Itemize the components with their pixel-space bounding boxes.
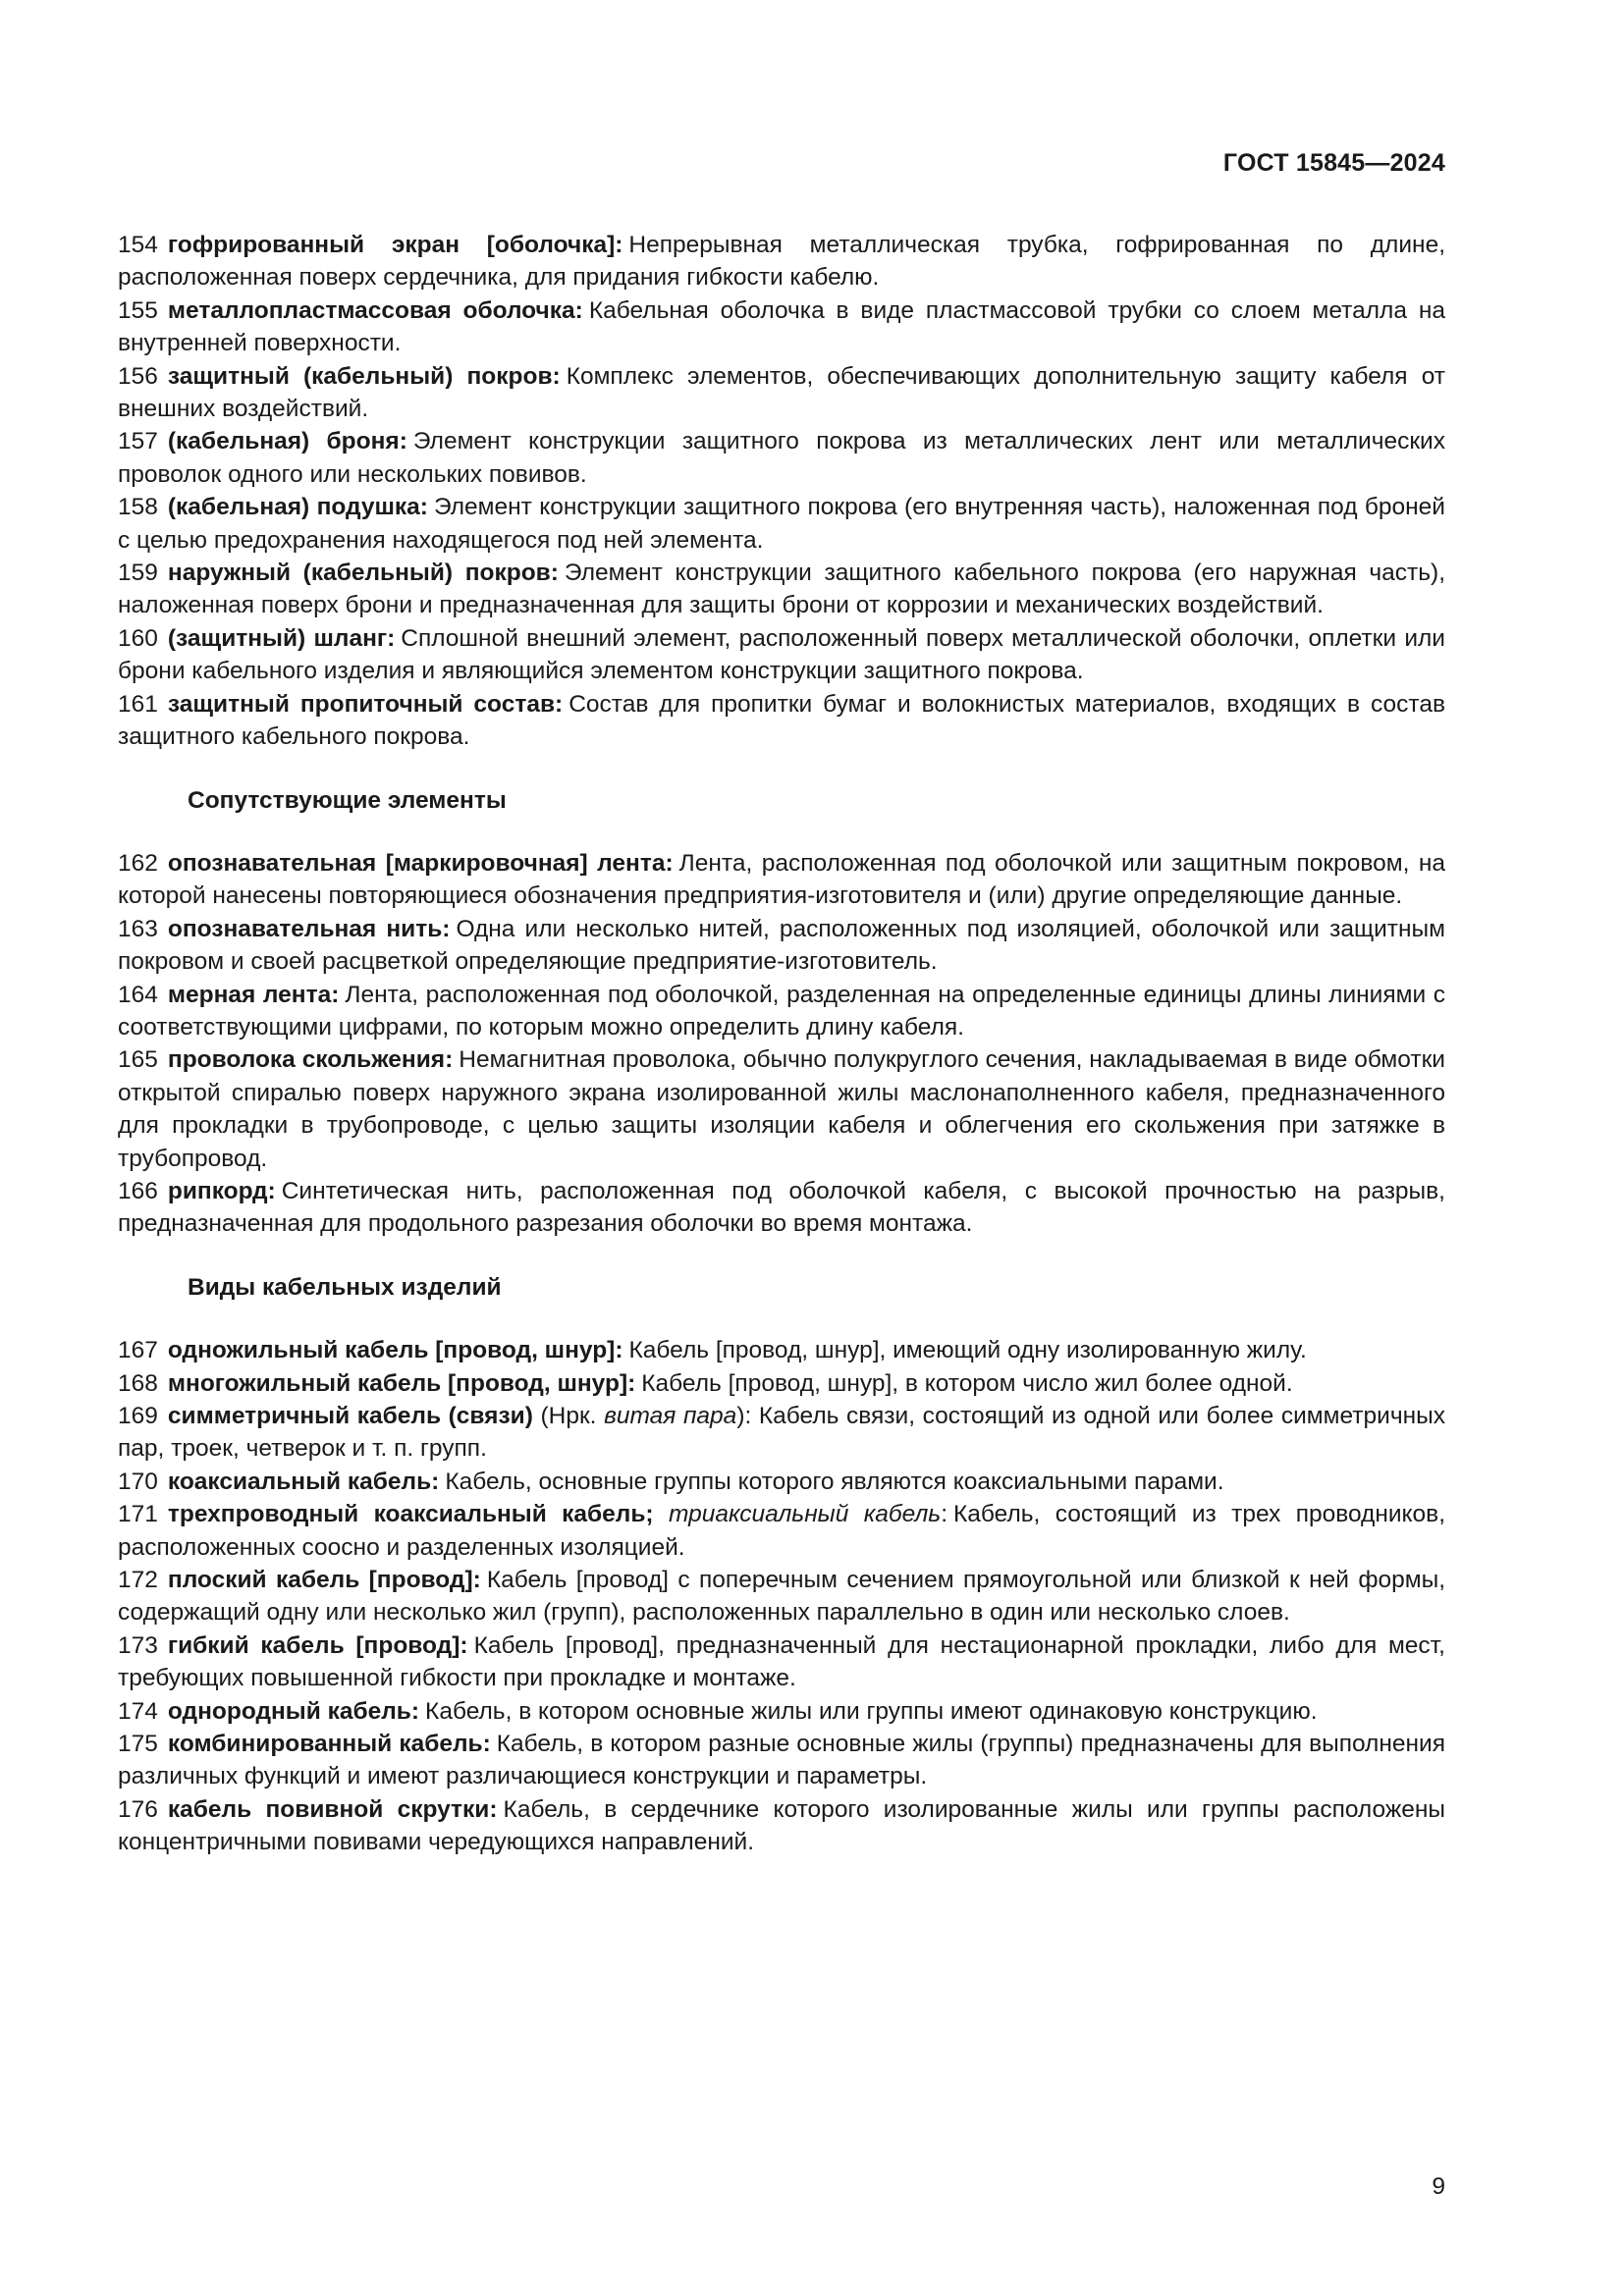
term-entry-167: 167 одножильный кабель [провод, шнур]: Кабель [провод, шнур], имеющий одну изолированную жилу. <box>118 1337 1307 1364</box>
term-entry-159: 159 наружный (кабельный) покров: Элемент конструкции защитного кабельного покрова (его наружная часть), наложенная поверх брони и предназначенная для защиты брони от коррозии и механических воздействий. <box>118 560 1445 619</box>
page-number: 9 <box>1432 2173 1445 2200</box>
term-entry-164: 164 мерная лента: Лента, расположенная под оболочкой, разделенная на определенные единицы длины линиями с соответствующими цифрами, по которым можно определить длину кабеля. <box>118 981 1445 1041</box>
term-entry-174: 174 однородный кабель: Кабель, в котором основные жилы или группы имеют одинаковую конструкцию. <box>118 1697 1318 1725</box>
term-entry-169: 169 симметричный кабель (связи) (Нрк. витая пара): Кабель связи, состоящий из одной или более симметричных пар, троек, четверок и т. п. групп. <box>118 1402 1445 1463</box>
term-entry-161: 161 защитный пропиточный состав: Состав для пропитки бумаг и волокнистых материалов, входящих в состав защитного кабельного покрова. <box>118 690 1445 751</box>
document-body <box>118 229 1445 1859</box>
term-entry-157: 157 (кабельная) броня: Элемент конструкции защитного покрова из металлических лент или металлических проволок одного или нескольких повивов. <box>118 428 1445 488</box>
section-heading-cable-types: Виды кабельных изделий <box>188 1273 502 1301</box>
term-entry-175: 175 комбинированный кабель: Кабель, в котором разные основные жилы (группы) предназначены для выполнения различных функций и имеют различающиеся конструкции и параметры. <box>118 1731 1445 1790</box>
term-entry-163: 163 опознавательная нить: Одна или несколько нитей, расположенных под изоляцией, оболочкой или защитным покровом и своей расцветкой определяющие предприятие-изготовитель. <box>118 915 1445 976</box>
term-entry-158: 158 (кабельная) подушка: Элемент конструкции защитного покрова (его внутренняя часть), наложенная под броней с целью предохранения находящегося под ней элемента. <box>118 494 1445 554</box>
section-heading-related-elements: Сопутствующие элементы <box>188 786 507 814</box>
term-entry-165: 165 проволока скольжения: Немагнитная проволока, обычно полукруглого сечения, накладываемая в виде обмотки открытой спиралью поверх наружного экрана изолированной жилы маслонаполненного кабеля, предназначенного для прокладки в трубопроводе, с целью защиты изоляции кабеля и облегчения его скольжения при затяжке в трубопровод. <box>118 1046 1445 1172</box>
term-entry-156: 156 защитный (кабельный) покров: Комплекс элементов, обеспечивающих дополнительную защиту кабеля от внешних воздействий. <box>118 362 1445 423</box>
term-entry-176: 176 кабель повивной скрутки: Кабель, в сердечнике которого изолированные жилы или группы расположены концентричными повивами чередующихся направлений. <box>118 1795 1445 1856</box>
term-entry-160: 160 (защитный) шланг: Сплошной внешний элемент, расположенный поверх металлической оболочки, оплетки или брони кабельного изделия и являющийся элементом конструкции защитного покрова. <box>118 624 1445 685</box>
term-entry-168: 168 многожильный кабель [провод, шнур]: Кабель [провод, шнур], в котором число жил более одной. <box>118 1369 1293 1397</box>
term-entry-173: 173 гибкий кабель [провод]: Кабель [провод], предназначенный для нестационарной прокладки, либо для мест, требующих повышенной гибкости при прокладке и монтаже. <box>118 1631 1445 1692</box>
term-entry-166: 166 рипкорд: Синтетическая нить, расположенная под оболочкой кабеля, с высокой прочностью на разрыв, предназначенная для продольного разрезания оболочки во время монтажа. <box>118 1177 1445 1238</box>
term-entry-170: 170 коаксиальный кабель: Кабель, основные группы которого являются коаксиальными парами. <box>118 1468 1224 1495</box>
term-entry-172: 172 плоский кабель [провод]: Кабель [провод] с поперечным сечением прямоугольной или близкой к ней формы, содержащий одну или несколько жил (групп), расположенных параллельно в один или несколько слоев. <box>118 1567 1445 1627</box>
term-entry-155: 155 металлопластмассовая оболочка: Кабельная оболочка в виде пластмассовой трубки со слоем металла на внутренней поверхности. <box>118 296 1445 357</box>
document-header: ГОСТ 15845—2024 <box>1222 149 1445 177</box>
term-entry-171: 171 трехпроводный коаксиальный кабель; триаксиальный кабель: Кабель, состоящий из трех проводников, расположенных соосно и разделенных изоляцией. <box>118 1501 1445 1561</box>
term-entry-162: 162 опознавательная [маркировочная] лента: Лента, расположенная под оболочкой или защитным покровом, на которой нанесены повторяющиеся обозначения предприятия-изготовителя и (или) другие определяющие данные. <box>118 849 1445 910</box>
term-entry-154: 154 гофрированный экран [оболочка]: Непрерывная металлическая трубка, гофрированная по длине, расположенная поверх сердечника, для придания гибкости кабелю. <box>118 232 1445 292</box>
